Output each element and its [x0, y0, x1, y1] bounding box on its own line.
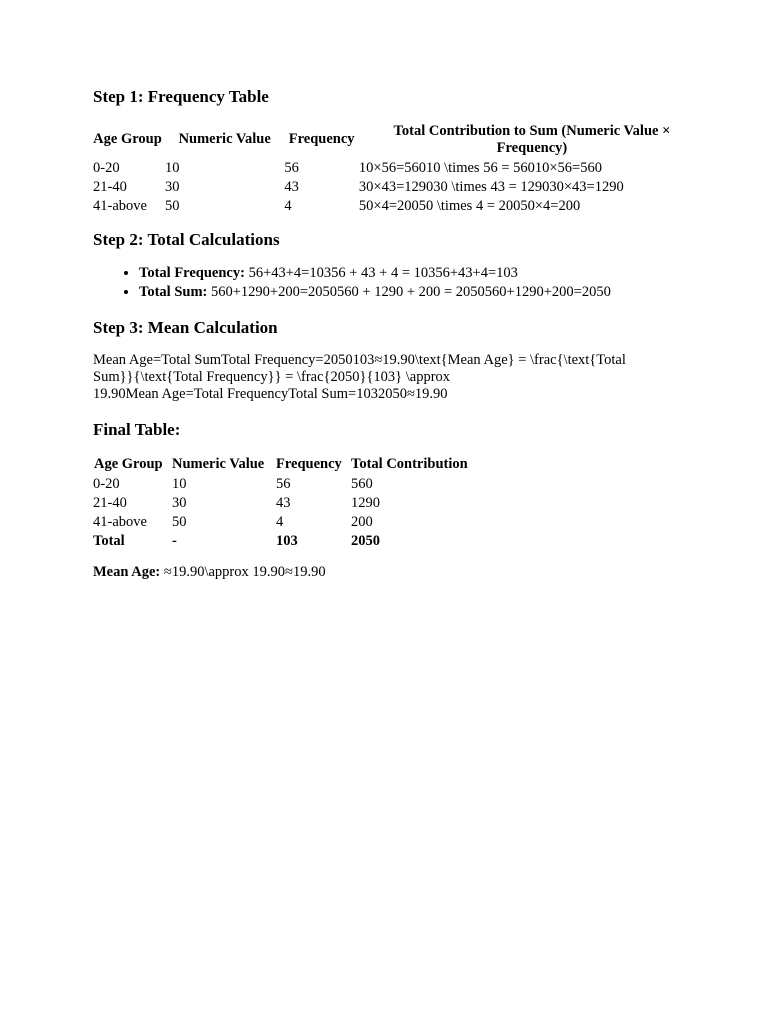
- header-frequency: Frequency: [276, 456, 342, 473]
- cell-numeric-value: 10: [164, 160, 180, 177]
- cell-age-group: 41-above: [93, 198, 147, 215]
- cell-total-contribution: 1290: [351, 494, 380, 511]
- total-sum-label: Total Sum:: [139, 283, 208, 300]
- list-item: [139, 283, 693, 302]
- cell-numeric-value: 10: [172, 475, 187, 492]
- table-header-row: [92, 455, 481, 475]
- table-row: [90, 178, 693, 197]
- step1-heading: Step 1: Frequency Table: [93, 87, 269, 106]
- total-frequency-text: 56+43+4=10356 + 43 + 4 = 10356+43+4=103: [244, 264, 518, 281]
- table-row: [92, 494, 481, 513]
- mean-line: 19.90Mean Age=Total FrequencyTotal Sum=1032050≈19.90: [93, 385, 448, 402]
- cell-age-group: 21-40: [93, 179, 127, 196]
- table-row: [90, 197, 693, 216]
- cell-total-contribution: 10×56=56010 \times 56 = 56010×56=560: [358, 160, 602, 177]
- cell-numeric-value: 50: [172, 513, 187, 530]
- cell-total-numeric: -: [172, 532, 177, 549]
- cell-frequency: 4: [284, 198, 292, 215]
- cell-total-contribution: 200: [351, 513, 373, 530]
- cell-numeric-value: 30: [172, 494, 187, 511]
- cell-total-contribution: 560: [351, 475, 373, 492]
- total-frequency-label: Total Frequency:: [139, 264, 245, 281]
- mean-line: Sum}}{\text{Total Frequency}} = \frac{2050}{103} \approx: [93, 368, 451, 385]
- mean-age-result: [93, 563, 693, 582]
- cell-total-contribution: 50×4=20050 \times 4 = 20050×4=200: [358, 198, 581, 215]
- list-item: [139, 264, 693, 283]
- mean-age-value: ≈19.90\approx 19.90≈19.90: [160, 563, 326, 580]
- table-row: [92, 475, 481, 494]
- cell-total-label: Total: [93, 532, 125, 549]
- header-numeric-value: Numeric Value: [172, 456, 265, 473]
- cell-total-contribution: 2050: [351, 532, 380, 549]
- header-age-group: Age Group: [93, 131, 162, 148]
- cell-age-group: 0-20: [93, 160, 120, 177]
- header-total-contribution: Total Contribution: [351, 456, 468, 473]
- header-total-contribution: Total Contribution to Sum (Numeric Value × Frequency): [393, 123, 671, 156]
- cell-numeric-value: 50: [164, 198, 180, 215]
- cell-total-contribution: 30×43=129030 \times 43 = 129030×43=1290: [358, 179, 624, 196]
- mean-calculation: [93, 352, 693, 403]
- final-table-heading: Final Table:: [93, 419, 181, 439]
- totals-list: [93, 264, 693, 302]
- cell-frequency: 56: [284, 160, 299, 177]
- frequency-table: [90, 123, 693, 216]
- step2-heading: Step 2: Total Calculations: [93, 230, 280, 250]
- document-page: [93, 86, 693, 582]
- step3-heading: Step 3: Mean Calculation: [93, 317, 278, 337]
- cell-frequency: 43: [284, 179, 299, 196]
- total-row: [92, 532, 481, 551]
- cell-frequency: 4: [276, 513, 284, 530]
- header-age-group: Age Group: [94, 456, 163, 473]
- cell-frequency: 43: [276, 494, 291, 511]
- cell-age-group: 21-40: [93, 494, 127, 511]
- final-table: [92, 455, 481, 551]
- mean-age-label: Mean Age:: [93, 563, 161, 580]
- cell-numeric-value: 30: [164, 179, 180, 196]
- header-numeric-value: Numeric Value: [178, 131, 271, 148]
- table-row: [92, 513, 481, 532]
- table-header-row: [90, 123, 693, 159]
- total-sum-text: 560+1290+200=2050560 + 1290 + 200 = 2050560+1290+200=2050: [207, 283, 611, 300]
- table-row: [90, 159, 693, 178]
- mean-line: Mean Age=Total SumTotal Frequency=2050103≈19.90\text{Mean Age} = \frac{\text{Total: [93, 351, 626, 368]
- cell-age-group: 41-above: [93, 513, 147, 530]
- cell-total-frequency: 103: [276, 532, 298, 549]
- header-frequency: Frequency: [288, 131, 355, 148]
- cell-frequency: 56: [276, 475, 291, 492]
- cell-age-group: 0-20: [93, 475, 120, 492]
